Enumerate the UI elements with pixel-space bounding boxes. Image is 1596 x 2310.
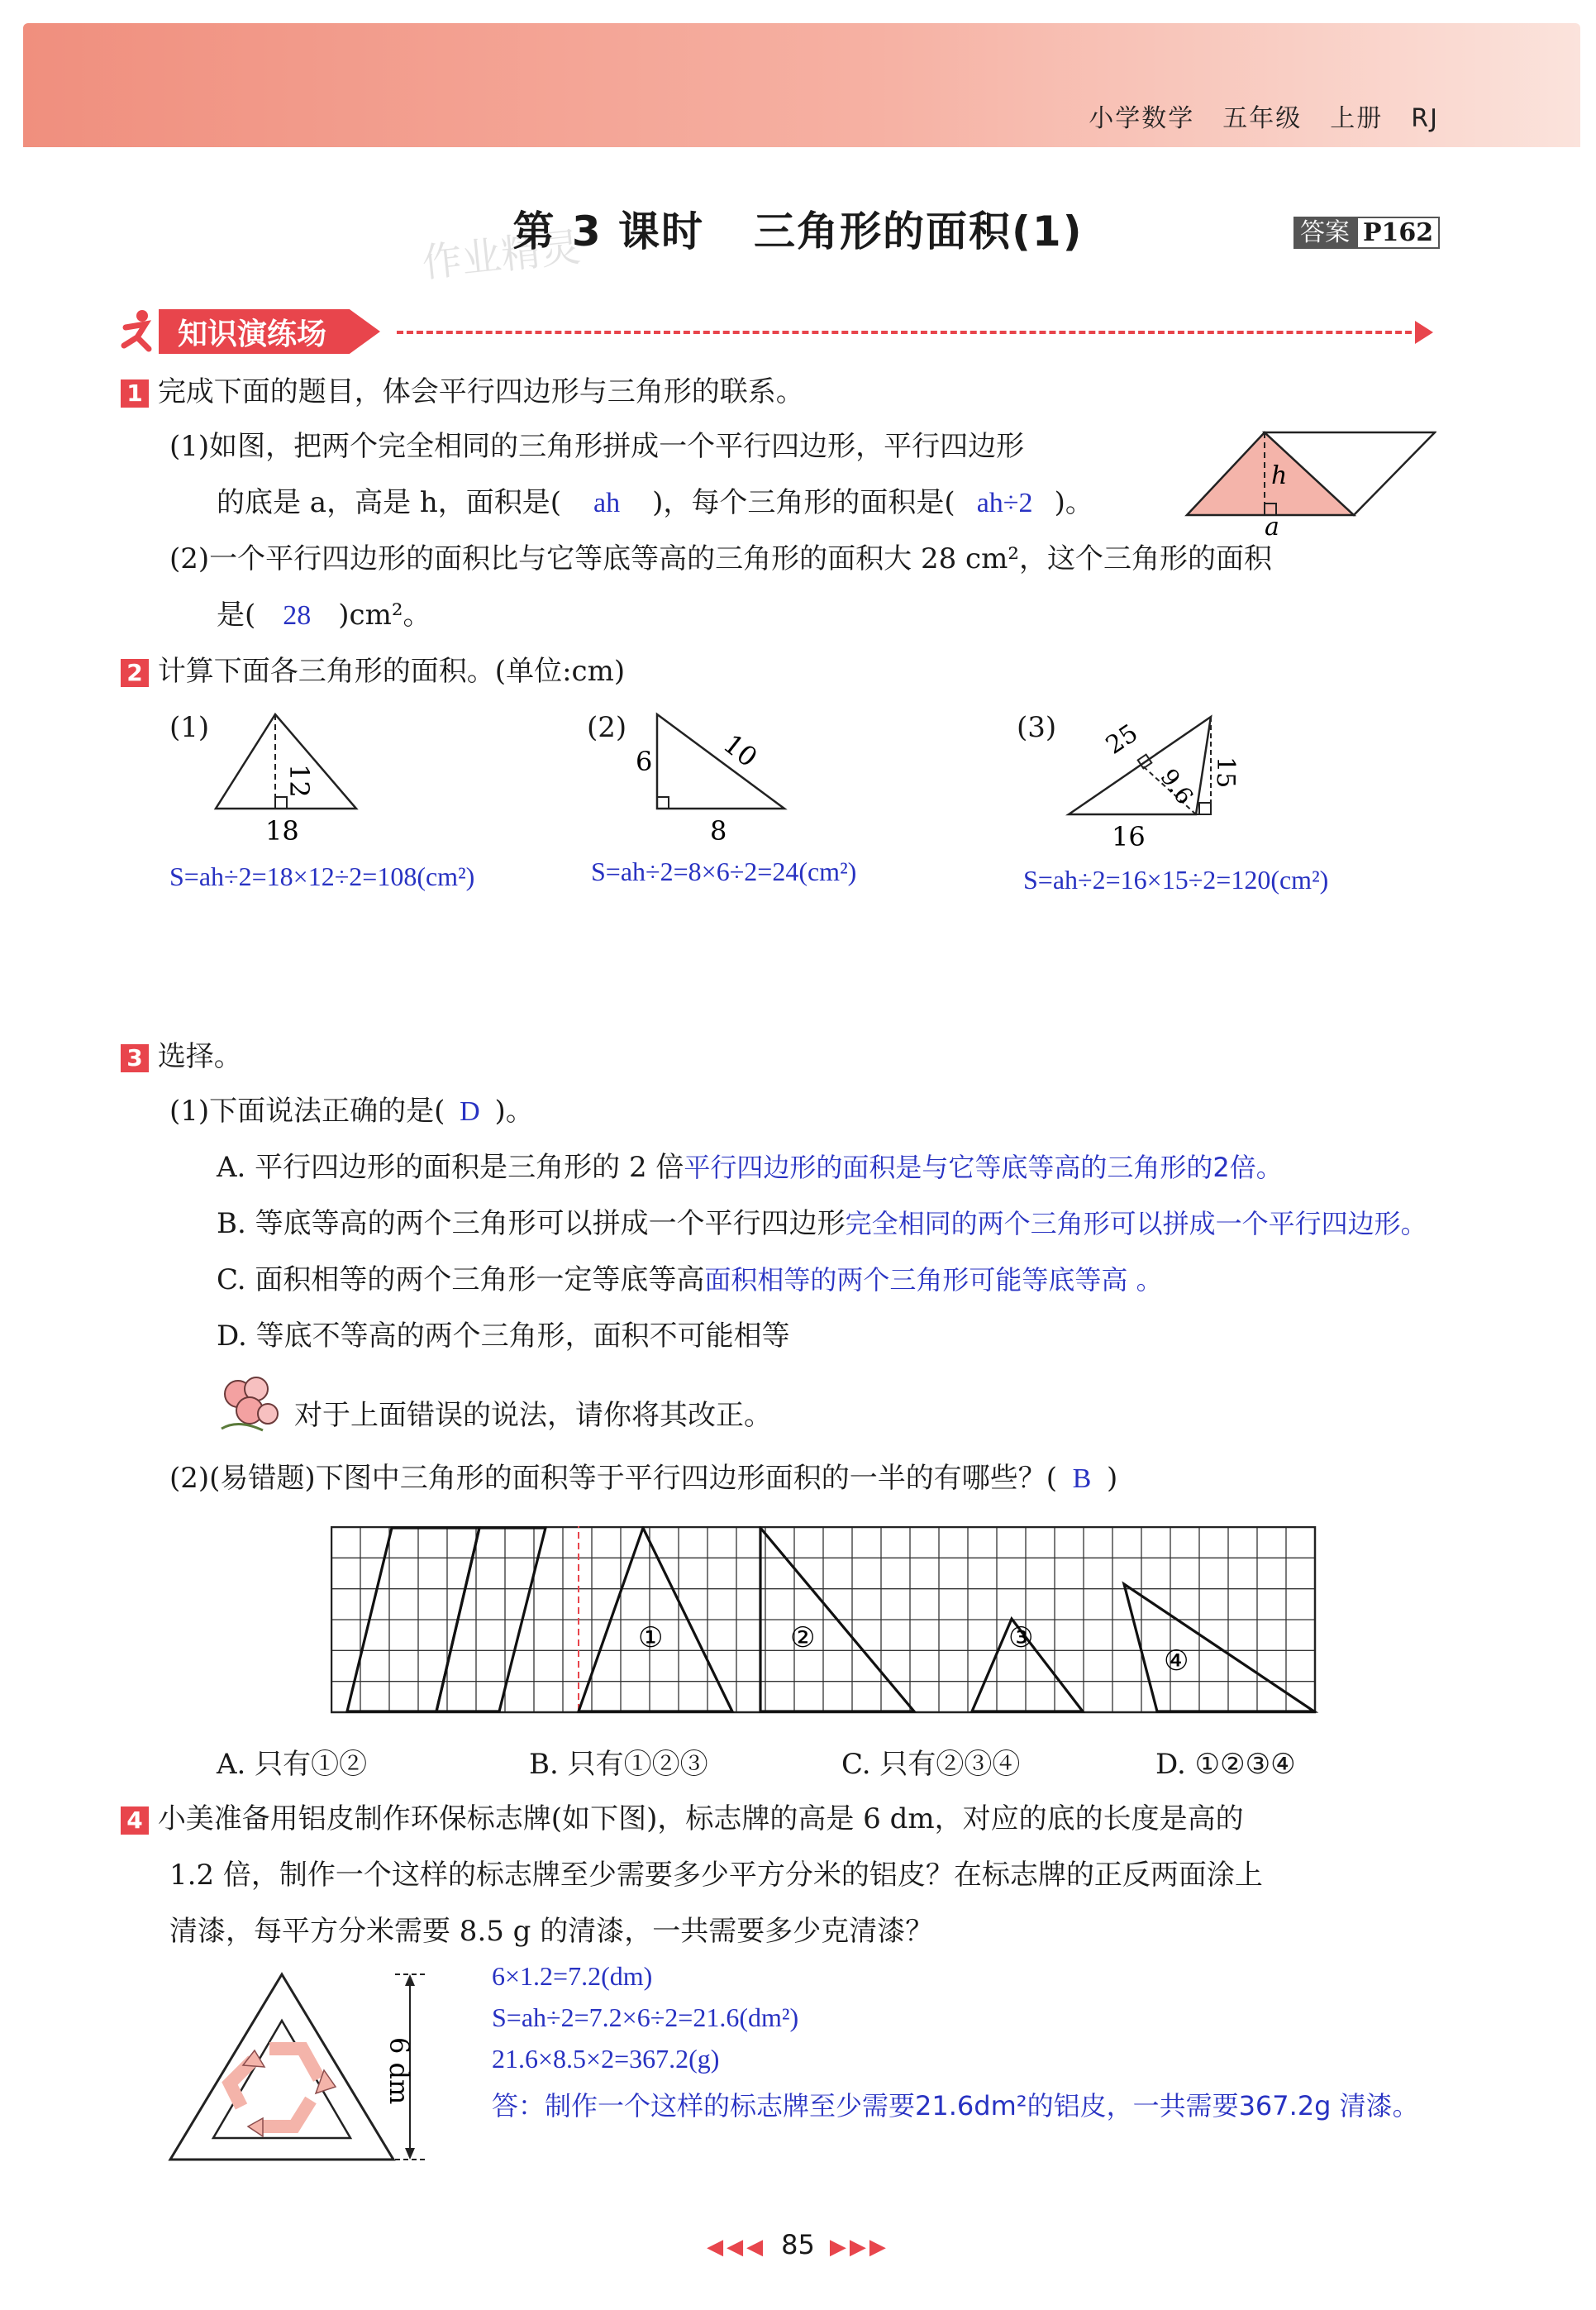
q1-p1-answer-1: ah [593,488,621,518]
edition: RJ [1411,104,1439,133]
q2-fig3-label: (3) [1017,711,1057,744]
q3-p1-text-a: (1)下面说法正确的是( [169,1095,445,1128]
q3-grid-figure [331,1526,1319,1715]
q3-p2-line [169,1460,1117,1497]
q4-answer-3: 21.6×8.5×2=367.2(g) [492,2044,720,2074]
grid-label-4: ④ [1164,1644,1189,1678]
subject: 小学数学 [1089,104,1195,133]
q3-p1-text-b: )。 [494,1095,534,1128]
q3-option-a [217,1149,1283,1186]
q1-p1-line2 [217,484,1093,522]
q3-p2-answer: B [1072,1463,1092,1494]
q2-triangle-3 [1062,707,1252,856]
q2-stem-line [121,653,625,690]
q2-fig2-side-10: 10 [717,728,764,774]
q3-p2-text-a: (2)(易错题)下图中三角形的面积等于平行四边形面积的一半的有哪些？( [169,1462,1057,1495]
watermark: 作业精灵 [420,224,583,287]
grid-label-3: ③ [1008,1621,1034,1654]
q2-fig1-label: (1) [169,711,210,744]
q1-fig-a: a [1265,513,1279,537]
q3-option-a-note: 平行四边形的面积是与它等底等高的三角形的2倍。 [684,1152,1283,1183]
q4-fig-height: 6 dm [384,2037,415,2105]
page-footer [0,2229,1596,2260]
book-info [1060,98,1439,134]
prev-arrows-icon: ◀◀◀ [707,2235,767,2260]
q3-option-c-note: 面积相等的两个三角形可能等底等高 。 [704,1264,1163,1296]
section-divider [397,331,1422,334]
q3-p2-text-b: ) [1106,1462,1118,1495]
q3-p1-line [169,1093,534,1130]
q2-triangle-2 [632,711,798,852]
q2-fig3-side-9-6: 9.6 [1155,763,1199,810]
q2-fig3-side-15: 15 [1211,756,1240,789]
q2-fig3-side-25: 25 [1100,718,1144,761]
q4-line3: 清漆，每平方分米需要 8.5 g 的清漆，一共需要多少克清漆？ [169,1915,934,1948]
grid-label-2: ② [790,1621,816,1654]
grade: 五年级 [1222,104,1303,133]
q2-stem: 计算下面各三角形的面积。(单位:cm) [157,655,626,688]
q3-choice-c: C. 只有②③④ [841,1748,1021,1781]
q2-fig1-height: 12 [283,764,315,798]
q3-stem-line [121,1038,242,1075]
q2-number: 2 [121,659,149,687]
q1-p1-answer-2: ah÷2 [976,488,1033,518]
q4-answer-2: S=ah÷2=7.2×6÷2=21.6(dm²) [492,2002,799,2032]
q3-tip: 对于上面错误的说法，请你将其改正。 [294,1399,772,1432]
volume: 上册 [1330,104,1384,133]
q3-p1-answer: D [460,1096,480,1127]
q1-p2-line2 [217,597,431,634]
flower-icon [213,1371,288,1437]
lesson-number: 第 3 课时 [512,208,705,255]
q1-p2-text-b: )cm²。 [338,599,431,632]
q1-p2-text-a: 是( [217,599,256,632]
q4-answer-final: 答：制作一个这样的标志牌至少需要21.6dm²的铝皮，一共需要367.2g 清漆。 [492,2090,1419,2121]
q2-fig3-base: 16 [1112,821,1146,852]
next-arrows-icon: ▶▶▶ [829,2235,889,2260]
divider-arrow-icon [1415,321,1433,344]
q3-option-b [217,1205,1427,1242]
q3-option-d-text: D. 等底不等高的两个三角形，面积不可能相等 [217,1320,790,1353]
q1-stem-line [121,374,804,410]
q1-p1-text-c: )。 [1054,486,1093,519]
section-label: 知识演练场 [178,317,327,351]
q3-option-c-text: C. 面积相等的两个三角形一定等底等高 [217,1263,705,1296]
answer-page: P162 [1356,217,1440,249]
q2-fig3-answer: S=ah÷2=16×15÷2=120(cm²) [1023,865,1329,895]
grid-label-1: ① [638,1621,664,1654]
page-number: 85 [781,2229,815,2260]
q4-line1 [121,1801,1244,1837]
q4-recycle-sign-figure [162,1968,443,2166]
q1-p2-line1: (2)一个平行四边形的面积比与它等底等高的三角形的面积大 28 cm²，这个三角形的面积 [169,542,1272,575]
q3-stem: 选择。 [157,1040,242,1073]
q3-option-c [217,1262,1163,1298]
q1-p1-text-b: )，每个三角形的面积是( [652,486,955,519]
q1-fig-h: h [1271,461,1288,490]
q2-fig1-base: 18 [265,815,299,847]
q2-triangle-1 [211,711,368,852]
q1-p1-text-a: 的底是 a，高是 h，面积是( [217,486,562,519]
q1-stem: 完成下面的题目，体会平行四边形与三角形的联系。 [157,375,804,408]
q4-line2: 1.2 倍，制作一个这样的标志牌至少需要多少平方分米的铝皮？在标志牌的正反两面涂上 [169,1859,1263,1892]
q4-number: 4 [121,1806,149,1835]
q3-number: 3 [121,1044,149,1072]
q2-fig2-answer: S=ah÷2=8×6÷2=24(cm²) [591,857,857,886]
q1-p2-answer: 28 [283,600,312,631]
q1-parallelogram-figure [1180,426,1436,537]
answer-label: 答案 [1293,217,1356,249]
q2-fig2-base: 8 [710,815,727,847]
q3-choice-d: D. ①②③④ [1155,1748,1296,1781]
q4-answer-1: 6×1.2=7.2(dm) [492,1961,653,1991]
q3-option-b-note: 完全相同的两个三角形可以拼成一个平行四边形。 [845,1208,1427,1239]
q1-p1-line1: (1)如图，把两个完全相同的三角形拼成一个平行四边形，平行四边形 [169,430,1025,463]
q3-choice-b: B. 只有①②③ [529,1748,708,1781]
q2-fig1-answer: S=ah÷2=18×12÷2=108(cm²) [169,861,475,891]
runner-icon [117,308,159,356]
lesson-topic: 三角形的面积(1) [754,208,1084,255]
q3-option-b-text: B. 等底等高的两个三角形可以拼成一个平行四边形 [217,1207,846,1240]
q3-choice-a: A. 只有①② [217,1748,368,1781]
q2-fig2-side-6: 6 [636,746,653,777]
q2-fig2-label: (2) [587,711,627,744]
answer-reference [1293,212,1440,248]
q4-text-1: 小美准备用铝皮制作环保标志牌(如下图)，标志牌的高是 6 dm，对应的底的长度是高的 [157,1802,1244,1835]
q3-option-a-text: A. 平行四边形的面积是三角形的 2 倍 [217,1151,684,1184]
q3-option-d [217,1318,790,1354]
q1-number: 1 [121,379,149,408]
